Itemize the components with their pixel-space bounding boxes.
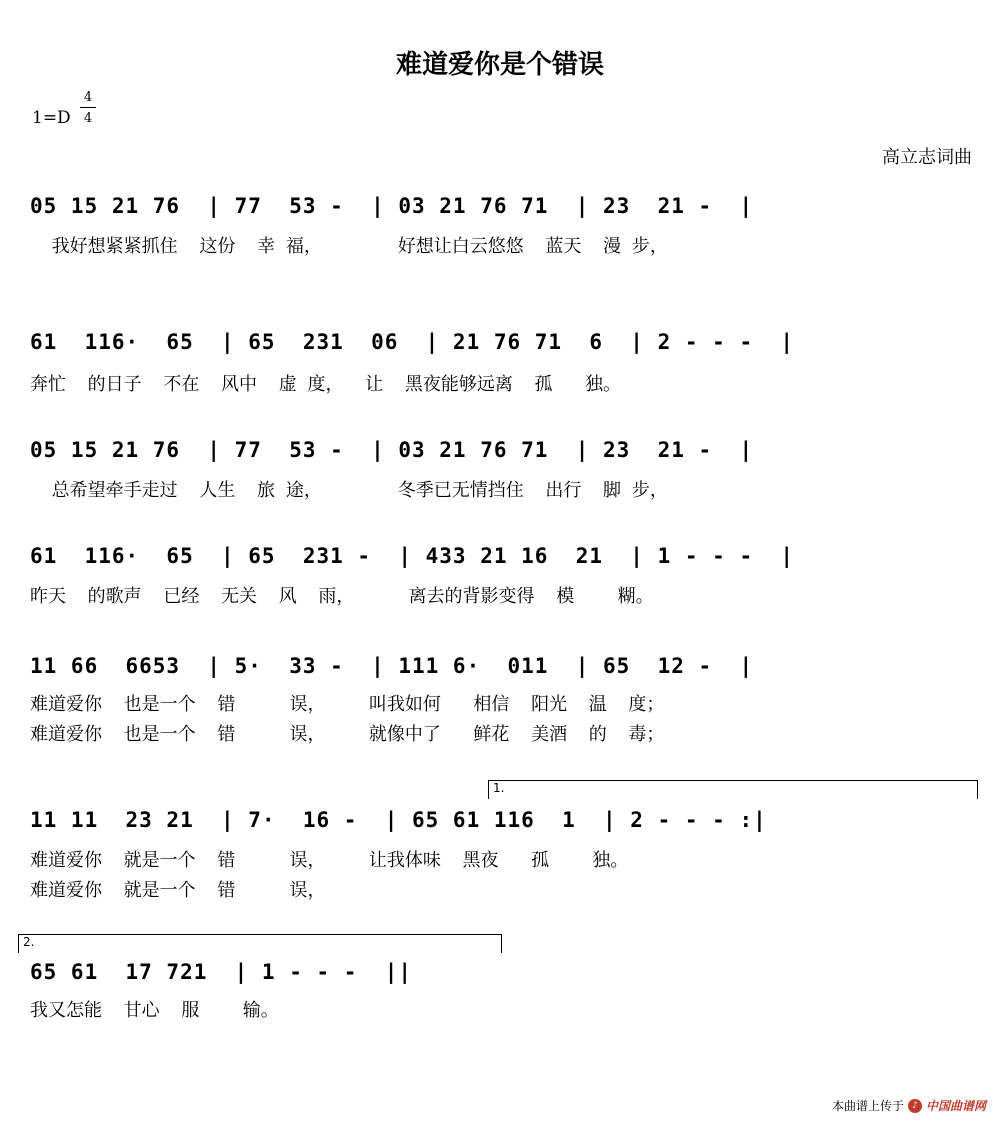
site-brand: 中国曲谱网 bbox=[925, 1099, 986, 1113]
time-signature bbox=[80, 90, 96, 126]
notes-line: 11 66 6653 | 5· 33 - | 111 6· 011 | 65 12 - | bbox=[30, 654, 754, 678]
lyrics-line: 奔忙 的日子 不在 风中 虚 度， 让 黑夜能够远离 孤 独。 bbox=[30, 374, 622, 395]
key-signature: 1=D bbox=[32, 108, 71, 128]
notes-line: 11 11 23 21 | 7· 16 - | 65 61 116 1 | 2 - - - :| bbox=[30, 808, 767, 832]
lyrics-line: 我好想紧紧抓住 这份 幸 福， 好想让白云悠悠 蓝天 漫 步， bbox=[30, 236, 668, 257]
lyrics-line: 昨天 的歌声 已经 无关 风 雨， 离去的背影变得 模 糊。 bbox=[30, 586, 654, 607]
volta-bracket-1: 1. bbox=[488, 780, 978, 799]
volta-bracket-2: 2. bbox=[18, 934, 502, 953]
lyrics-line: 难道爱你 就是一个 错 误， 让我体味 黑夜 孤 独。 bbox=[30, 850, 629, 871]
lyrics-line: 难道爱你 也是一个 错 误， 就像中了 鲜花 美酒 的 毒； bbox=[30, 724, 665, 745]
site-logo-icon: ♪ bbox=[908, 1099, 922, 1113]
notes-line: 05 15 21 76 | 77 53 - | 03 21 76 71 | 23 21 - | bbox=[30, 194, 754, 218]
lyrics-line: 我又怎能 甘心 服 输。 bbox=[30, 1000, 279, 1021]
lyrics-line: 总希望牵手走过 人生 旅 途， 冬季已无情挡住 出行 脚 步， bbox=[30, 480, 668, 501]
notes-line: 61 116· 65 | 65 231 06 | 21 76 71 6 | 2 - - - | bbox=[30, 330, 795, 354]
time-signature-bottom: 4 bbox=[83, 111, 93, 126]
upload-footer bbox=[832, 1097, 986, 1114]
notes-line: 61 116· 65 | 65 231 - | 433 21 16 21 | 1 - - - | bbox=[30, 544, 795, 568]
notes-line: 65 61 17 721 | 1 - - - || bbox=[30, 960, 413, 984]
lyrics-line: 难道爱你 就是一个 错 误， bbox=[30, 880, 326, 901]
notes-line: 05 15 21 76 | 77 53 - | 03 21 76 71 | 23 21 - | bbox=[30, 438, 754, 462]
lyrics-line: 难道爱你 也是一个 错 误， 叫我如何 相信 阳光 温 度； bbox=[30, 694, 665, 715]
footer-text: 本曲谱上传于 bbox=[831, 1099, 904, 1113]
composer-credit: 高立志词曲 bbox=[882, 147, 972, 168]
time-signature-top: 4 bbox=[83, 90, 93, 105]
page-title: 难道爱你是个错误 bbox=[395, 50, 604, 80]
